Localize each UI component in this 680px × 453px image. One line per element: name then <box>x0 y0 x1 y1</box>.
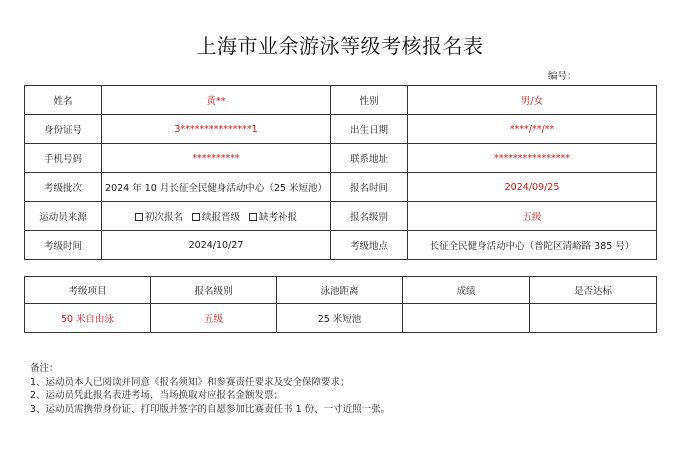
exam-item-value: 50 米自由泳 <box>25 304 151 333</box>
form-number-label: 编号： <box>548 71 577 82</box>
birth-date-label: 出生日期 <box>331 115 408 144</box>
name-label: 姓名 <box>25 86 102 115</box>
signup-time-label: 报名时间 <box>331 173 408 202</box>
header-exam-item: 考级项目 <box>25 277 151 304</box>
table-row <box>25 231 657 260</box>
exam-time-label: 考级时间 <box>25 231 102 260</box>
exam-time-value: 2024/10/27 <box>102 231 331 260</box>
header-signup-level: 报名级别 <box>151 277 277 304</box>
source-option-label: 续报晋级 <box>201 212 240 223</box>
phone-label: 手机号码 <box>25 144 102 173</box>
table-row <box>25 115 657 144</box>
notes-section <box>30 362 390 416</box>
checkbox-icon[interactable] <box>192 213 200 221</box>
table-row <box>25 202 657 231</box>
checkbox-icon[interactable] <box>135 213 143 221</box>
table-row <box>25 304 657 333</box>
exam-place-label: 考级地点 <box>331 231 408 260</box>
athlete-source-label: 运动员来源 <box>25 202 102 231</box>
score-value <box>403 304 530 333</box>
source-option-label: 初次报名 <box>144 212 183 223</box>
exam-result-table <box>24 276 657 333</box>
id-number-label: 身份证号 <box>25 115 102 144</box>
form-title: 上海市业余游泳等级考核报名表 <box>196 34 484 58</box>
table-row <box>25 173 657 202</box>
result-level-value: 五级 <box>151 304 277 333</box>
source-option-makeup[interactable] <box>249 212 297 223</box>
passed-value <box>530 304 657 333</box>
name-value: 黄** <box>102 86 331 115</box>
signup-level-label: 报名级别 <box>331 202 408 231</box>
address-label: 联系地址 <box>331 144 408 173</box>
gender-label: 性别 <box>331 86 408 115</box>
exam-batch-value: 2024 年 10 月长征全民健身活动中心（25 米短池） <box>102 173 331 202</box>
exam-batch-label: 考级批次 <box>25 173 102 202</box>
note-item: 3、运动员需携带身份证、打印版并签字的自愿参加比赛责任书 1 份、一寸近照一张。 <box>30 403 391 415</box>
table-header-row <box>25 277 657 304</box>
address-value: **************** <box>408 144 657 173</box>
id-number-value: 3***************1 <box>102 115 331 144</box>
signup-time-value: 2024/09/25 <box>408 173 657 202</box>
header-score: 成绩 <box>403 277 530 304</box>
note-item: 1、运动员本人已阅读并同意《报名须知》和参赛责任要求及安全保障要求； <box>30 376 350 388</box>
signup-level-value: 五级 <box>408 202 657 231</box>
header-pool-distance: 泳池距离 <box>277 277 403 304</box>
athlete-source-options <box>102 202 331 231</box>
birth-date-value: ****/**/** <box>408 115 657 144</box>
header-passed: 是否达标 <box>530 277 657 304</box>
checkbox-icon[interactable] <box>249 213 257 221</box>
applicant-info-table <box>24 85 657 260</box>
table-row <box>25 144 657 173</box>
note-item: 2、运动员凭此报名表进考场，当场换取对应报名金额发票； <box>30 390 284 401</box>
exam-place-value: 长征全民健身活动中心（普陀区清峪路 385 号） <box>408 231 657 260</box>
source-option-renew[interactable] <box>192 212 240 223</box>
pool-distance-value: 25 米短池 <box>277 304 403 333</box>
table-row <box>25 86 657 115</box>
phone-value: ********** <box>102 144 331 173</box>
source-option-label: 缺考补报 <box>259 212 298 223</box>
gender-value: 男/女 <box>408 86 657 115</box>
notes-title: 备注： <box>30 363 59 374</box>
source-option-first[interactable] <box>135 212 183 223</box>
